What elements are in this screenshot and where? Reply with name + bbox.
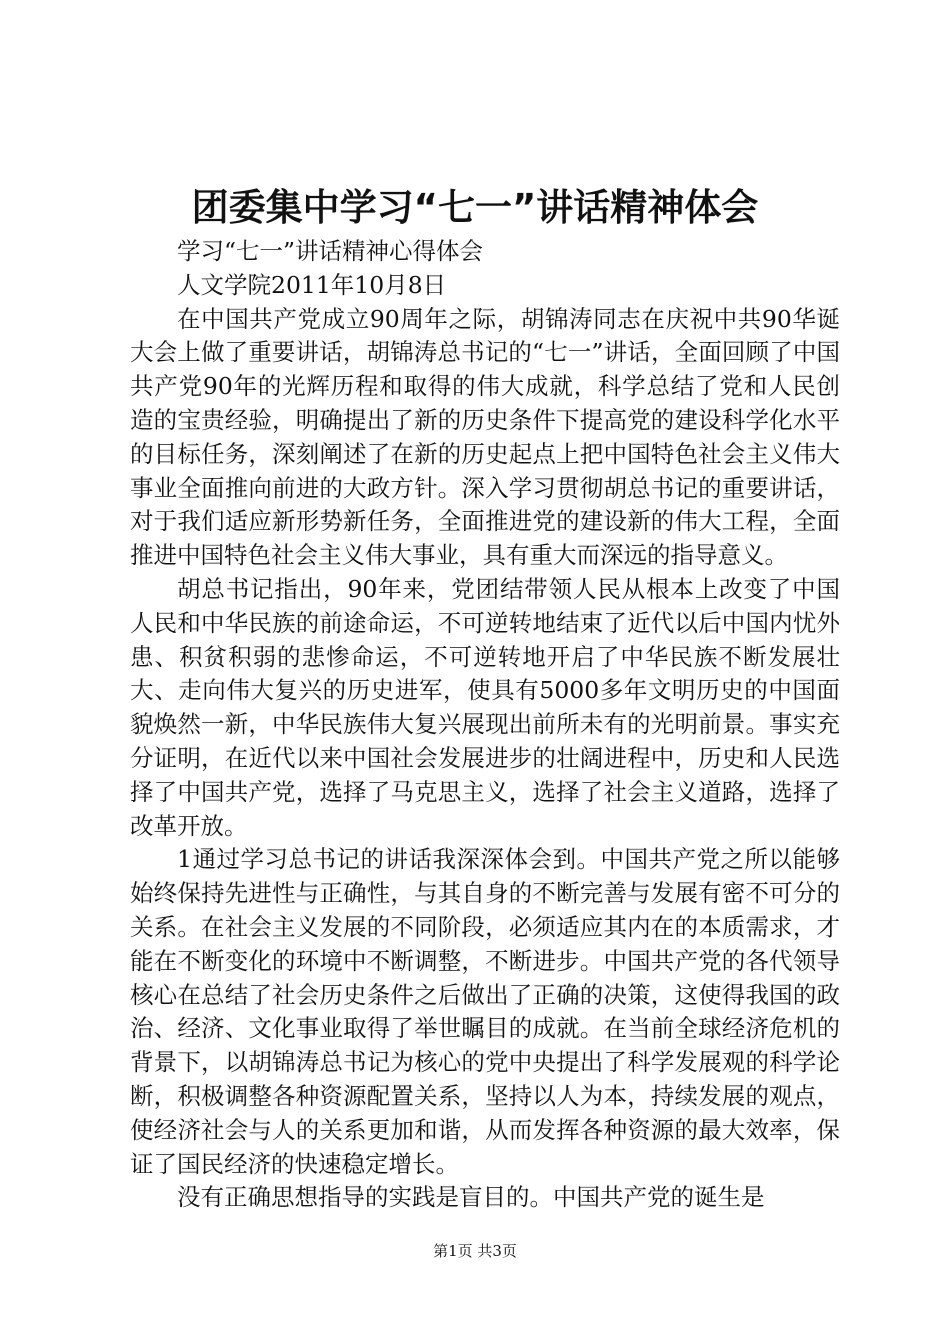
body-paragraph: 胡总书记指出，90年来，党团结带领人民从根本上改变了中国人民和中华民族的前途命运，不可逆转地结束了近代以后中国内忧外患、积贫积弱的悲惨命运，不可逆转地开启了中华民族不断发展壮大、走向伟大复兴的历史进军，使具有5000多年文明历史的中国面貌焕然一新，中华民族伟大复兴展现出前所未有的光明前景。事实充分证明，在近代以来中国社会发展进步的壮阔进程中，历史和人民选择了中国共产党，选择了马克思主义，选择了社会主义道路，选择了改革开放。: [130, 574, 840, 840]
page-indicator: 第1页 共3页: [433, 1242, 517, 1260]
document-subtitle: 学习“七一”讲话精神心得体会: [177, 237, 484, 265]
author-date-line: 人文学院2011年10月8日: [177, 270, 447, 299]
body-paragraph: 没有正确思想指导的实践是盲目的。中国共产党的诞生是: [177, 1183, 765, 1212]
body-paragraph: 1通过学习总书记的讲话我深深体会到。中国共产党之所以能够始终保持先进性与正确性，与其自身的不断完善与发展有密不可分的关系。在社会主义发展的不同阶段，必须适应其内在的本质需求，才能在不断变化的环境中不断调整，不断进步。中国共产党的各代领导核心在总结了社会历史条件之后做出了正确的决策，这使得我国的政治、经济、文化事业取得了举世瞩目的成就。在当前全球经济危机的背景下，以胡锦涛总书记为核心的党中央提出了科学发展观的科学论断，积极调整各种资源配置关系，坚持以人为本，持续发展的观点，使经济社会与人的关系更加和谐，从而发挥各种资源的最大效率，保证了国民经济的快速稳定增长。: [130, 845, 840, 1178]
page-footer: [0, 1240, 950, 1262]
body-paragraph: 在中国共产党成立90周年之际，胡锦涛同志在庆祝中共90华诞大会上做了重要讲话，胡锦涛总书记的“七一”讲话，全面回顾了中国共产党90年的光辉历程和取得的伟大成就，科学总结了党和人民创造的宝贵经验，明确提出了新的历史条件下提高党的建设科学化水平的目标任务，深刻阐述了在新的历史起点上把中国特色社会主义伟大事业全面推向前进的大政方针。深入学习贯彻胡总书记的重要讲话，对于我们适应新形势新任务，全面推进党的建设新的伟大工程，全面推进中国特色社会主义伟大事业，具有重大而深远的指导意义。: [130, 304, 840, 570]
document-title: 团委集中学习“七一”讲话精神体会: [191, 186, 759, 229]
document-body: [130, 235, 840, 1215]
